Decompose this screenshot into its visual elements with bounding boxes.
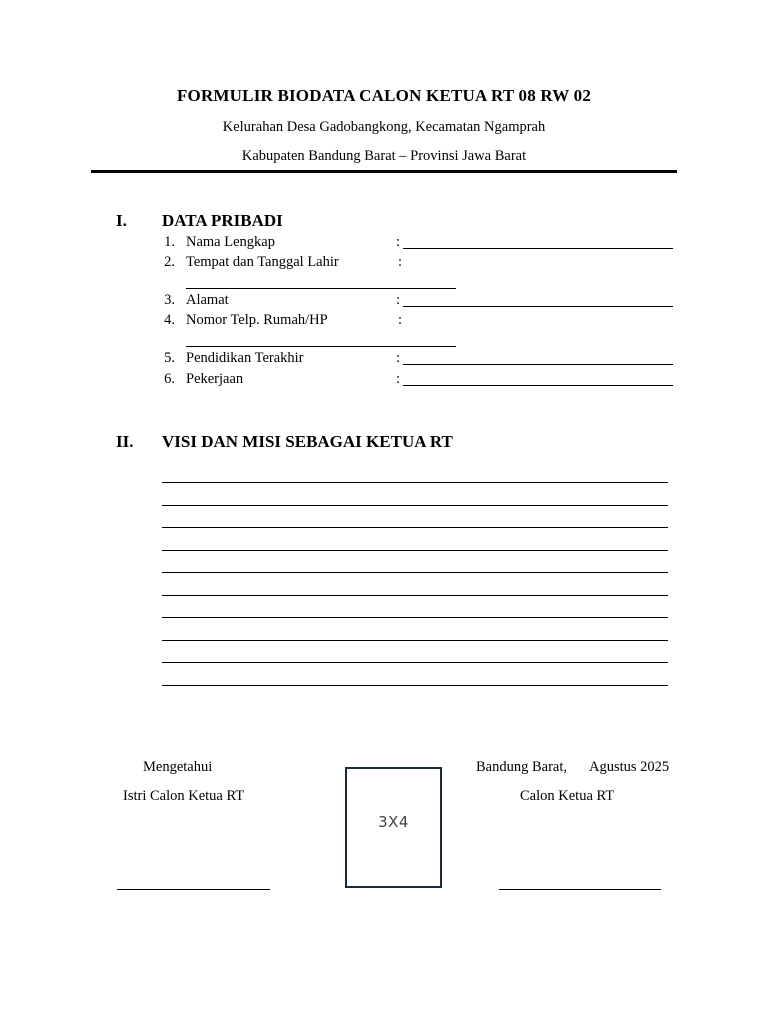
- form-subtitle-region: Kabupaten Bandung Barat – Provinsi Jawa Barat: [241, 148, 527, 164]
- item-number: 4.: [164, 312, 175, 328]
- signature-left-role: Istri Calon Ketua RT: [123, 788, 245, 804]
- visi-misi-line[interactable]: [162, 662, 668, 663]
- visi-misi-line[interactable]: [162, 640, 668, 641]
- visi-misi-line[interactable]: [162, 617, 668, 618]
- pendidikan-terakhir-field[interactable]: [403, 364, 673, 365]
- visi-misi-line[interactable]: [162, 572, 668, 573]
- section-1-number: I.: [116, 211, 127, 230]
- nama-lengkap-field[interactable]: [403, 248, 673, 249]
- pekerjaan-field[interactable]: [403, 385, 673, 386]
- item-number: 3.: [164, 292, 175, 308]
- header-divider: [91, 170, 677, 173]
- item-label-alamat: Alamat: [186, 292, 229, 308]
- section-2-title: VISI DAN MISI SEBAGAI KETUA RT: [162, 432, 453, 451]
- item-label-pendidikan-terakhir: Pendidikan Terakhir: [186, 350, 304, 366]
- visi-misi-line[interactable]: [162, 550, 668, 551]
- item-number: 1.: [164, 234, 175, 250]
- item-colon: :: [398, 254, 403, 270]
- signature-right-role: Calon Ketua RT: [520, 788, 615, 804]
- visi-misi-line[interactable]: [162, 595, 668, 596]
- form-title: FORMULIR BIODATA CALON KETUA RT 08 RW 02: [176, 86, 592, 105]
- tempat-tanggal-lahir-field[interactable]: [186, 288, 456, 289]
- item-colon: :: [396, 371, 401, 387]
- item-label-nama-lengkap: Nama Lengkap: [186, 234, 275, 250]
- section-2-number: II.: [116, 432, 134, 451]
- item-label-pekerjaan: Pekerjaan: [186, 371, 244, 387]
- alamat-field[interactable]: [403, 306, 673, 307]
- signature-right-date: Agustus 2025: [589, 759, 670, 775]
- item-colon: :: [398, 312, 403, 328]
- signature-left-heading: Mengetahui: [143, 759, 213, 775]
- nomor-telp-field[interactable]: [186, 346, 456, 347]
- item-number: 2.: [164, 254, 175, 270]
- item-label-tempat-tanggal-lahir: Tempat dan Tanggal Lahir: [186, 254, 339, 270]
- item-colon: :: [396, 292, 401, 308]
- form-subtitle-location: Kelurahan Desa Gadobangkong, Kecamatan Ngamprah: [222, 119, 546, 135]
- photo-size-label: 3X4: [378, 813, 409, 831]
- section-1-title: DATA PRIBADI: [162, 211, 283, 230]
- item-label-nomor-telp: Nomor Telp. Rumah/HP: [186, 312, 328, 328]
- visi-misi-line[interactable]: [162, 482, 668, 483]
- signature-right-place: Bandung Barat,: [476, 759, 568, 775]
- signature-right-line[interactable]: [499, 889, 661, 890]
- item-number: 6.: [164, 371, 175, 387]
- visi-misi-line[interactable]: [162, 505, 668, 506]
- visi-misi-line[interactable]: [162, 527, 668, 528]
- item-number: 5.: [164, 350, 175, 366]
- item-colon: :: [396, 234, 401, 250]
- visi-misi-line[interactable]: [162, 685, 668, 686]
- photo-placeholder-box: [345, 767, 442, 888]
- signature-left-line[interactable]: [117, 889, 270, 890]
- item-colon: :: [396, 350, 401, 366]
